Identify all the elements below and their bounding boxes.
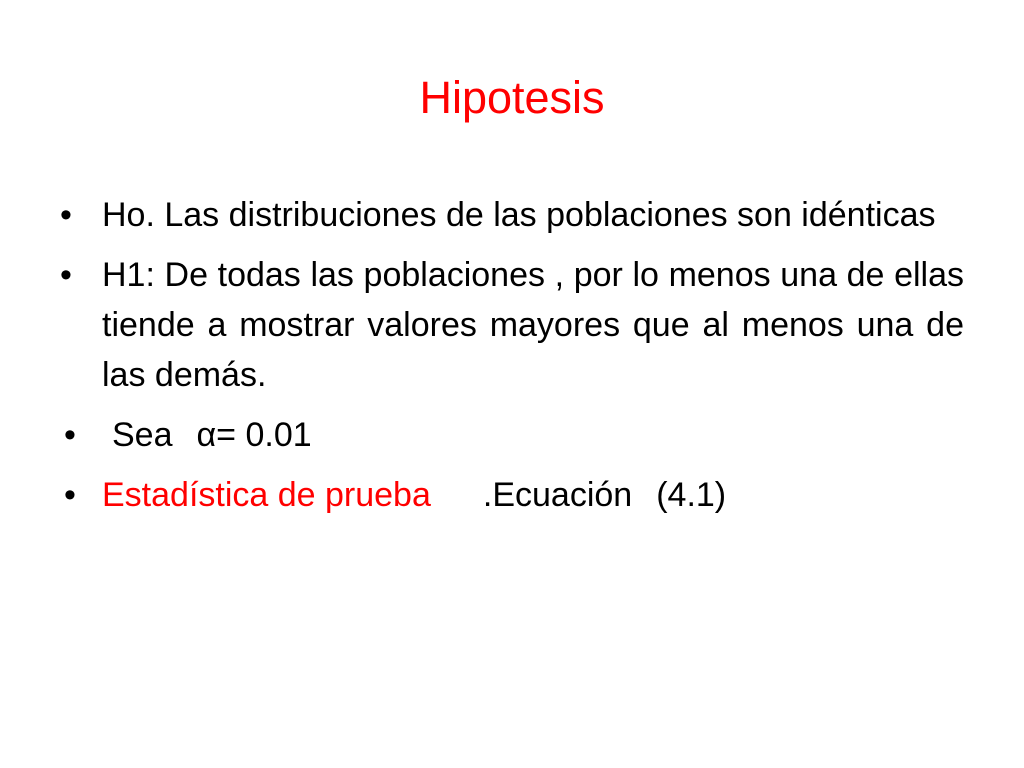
slide-title: Hipotesis (419, 72, 605, 123)
bullet-dot-icon: • (64, 476, 76, 514)
bullet-text: Ho. Las distribuciones de las poblaciones son idénticas (102, 196, 936, 234)
bullet-label: Sea (112, 416, 173, 454)
bullet-significance-level (60, 410, 964, 460)
bullet-dot-icon: • (60, 256, 72, 294)
test-statistic-label: Estadística de prueba (102, 476, 431, 514)
bullet-dot-icon: • (60, 196, 72, 234)
bullet-alternative-hypothesis (60, 250, 964, 400)
equation-label: .Ecuación (482, 476, 633, 514)
bullet-dot-icon: • (64, 416, 76, 454)
bullet-null-hypothesis (60, 190, 964, 240)
significance-value: α= 0.01 (196, 416, 312, 454)
bullet-list (60, 190, 964, 530)
equation-number: (4.1) (656, 476, 727, 514)
bullet-test-statistic (60, 470, 964, 520)
bullet-text: H1: De todas las poblaciones , por lo menos una de ellas tiende a mostrar valores mayores que al menos una de las demás. (102, 256, 964, 394)
